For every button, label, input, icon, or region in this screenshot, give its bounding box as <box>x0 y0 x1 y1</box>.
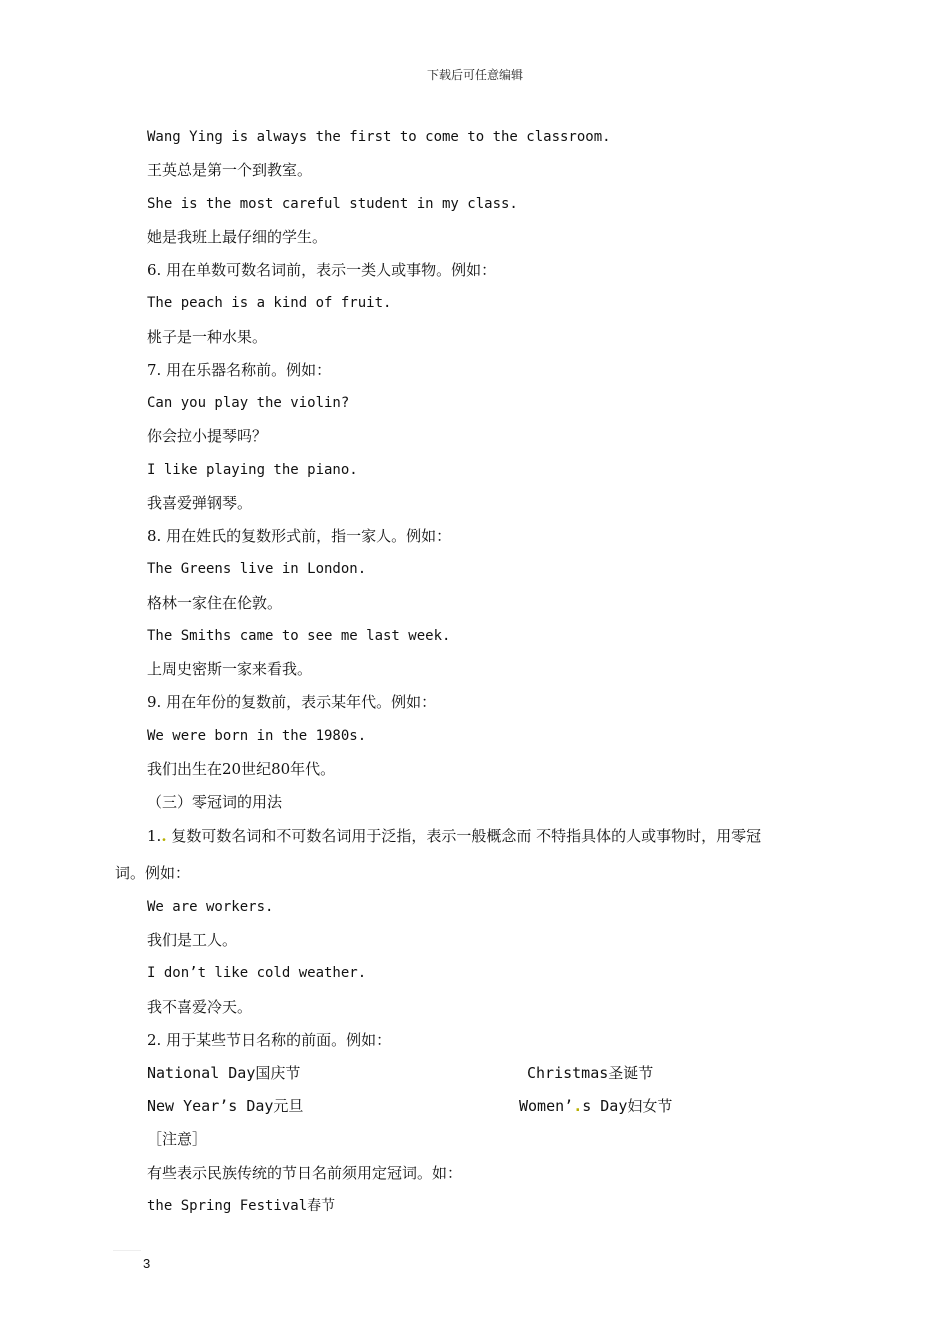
body2-line: 我不喜爱冷天。 <box>147 997 253 1016</box>
note-example: the Spring Festival春节 <box>147 1198 336 1214</box>
body-line: We were born in the 1980s. <box>147 727 367 744</box>
body-line: 9. 用在年份的复数前，表示某年代。例如： <box>147 693 437 712</box>
body-line: 7. 用在乐器名称前。例如： <box>147 360 332 379</box>
paragraph-second-line: 词。例如： <box>115 864 191 882</box>
highlight-dot: . <box>161 827 167 845</box>
body-line: The Greens live in London. <box>147 561 367 578</box>
body-line: Wang Ying is always the first to come to the classroom. <box>147 129 611 145</box>
body-line: The Smiths came to see me last week. <box>147 627 451 644</box>
item-number: 1. <box>147 827 162 845</box>
holiday-christmas: Christmas圣诞节 <box>527 1064 654 1082</box>
page-number: 3 <box>143 1256 151 1271</box>
body2-line: I don’t like cold weather. <box>147 965 367 982</box>
paragraph-text: 复数可数名词和不可数名词用于泛指，表示一般概念而 不特指具体的人或事物时，用零冠 <box>171 827 762 845</box>
body-line: 格林一家住在伦敦。 <box>147 593 283 612</box>
body-line: I like playing the piano. <box>147 461 358 478</box>
holiday-new-year: New Year’s Day元旦 <box>147 1097 304 1115</box>
footer-divider <box>113 1250 141 1251</box>
body-line: The peach is a kind of fruit. <box>147 295 392 312</box>
body-line: She is the most careful student in my class. <box>147 195 518 212</box>
holiday-womens-day-a: Women’ <box>519 1097 574 1115</box>
body-line: 我们出生在20世纪80年代。 <box>147 759 336 778</box>
holiday-womens-day <box>519 1096 672 1116</box>
highlight-dot: . <box>573 1097 583 1115</box>
body-line: 上周史密斯一家来看我。 <box>147 660 313 678</box>
body-line: 你会拉小提琴吗？ <box>147 427 268 446</box>
holiday-national-day: National Day国庆节 <box>147 1064 301 1082</box>
body-line: 桃子是一种水果。 <box>147 327 268 346</box>
note-label: ［注意］ <box>147 1130 208 1148</box>
paragraph-first-line <box>147 826 761 846</box>
body2-line: We are workers. <box>147 899 274 915</box>
body-line: 6. 用在单数可数名词前，表示一类人或事物。例如： <box>147 261 497 279</box>
body-line: Can you play the violin? <box>147 395 350 411</box>
body-line: 我喜爱弹钢琴。 <box>147 493 253 512</box>
body-line: 王英总是第一个到教室。 <box>147 161 313 180</box>
body2-line: 2. 用于某些节日名称的前面。例如： <box>147 1030 392 1049</box>
note-text: 有些表示民族传统的节日名前须用定冠词。如： <box>147 1164 463 1182</box>
body2-line: 我们是工人。 <box>147 931 238 950</box>
page-header: 下载后可任意编辑 <box>426 68 523 82</box>
body-line: 8. 用在姓氏的复数形式前，指一家人。例如： <box>147 527 452 545</box>
holiday-womens-day-b: s Day妇女节 <box>582 1097 673 1115</box>
body-line: （三）零冠词的用法 <box>147 793 283 811</box>
body-line: 她是我班上最仔细的学生。 <box>147 227 328 246</box>
